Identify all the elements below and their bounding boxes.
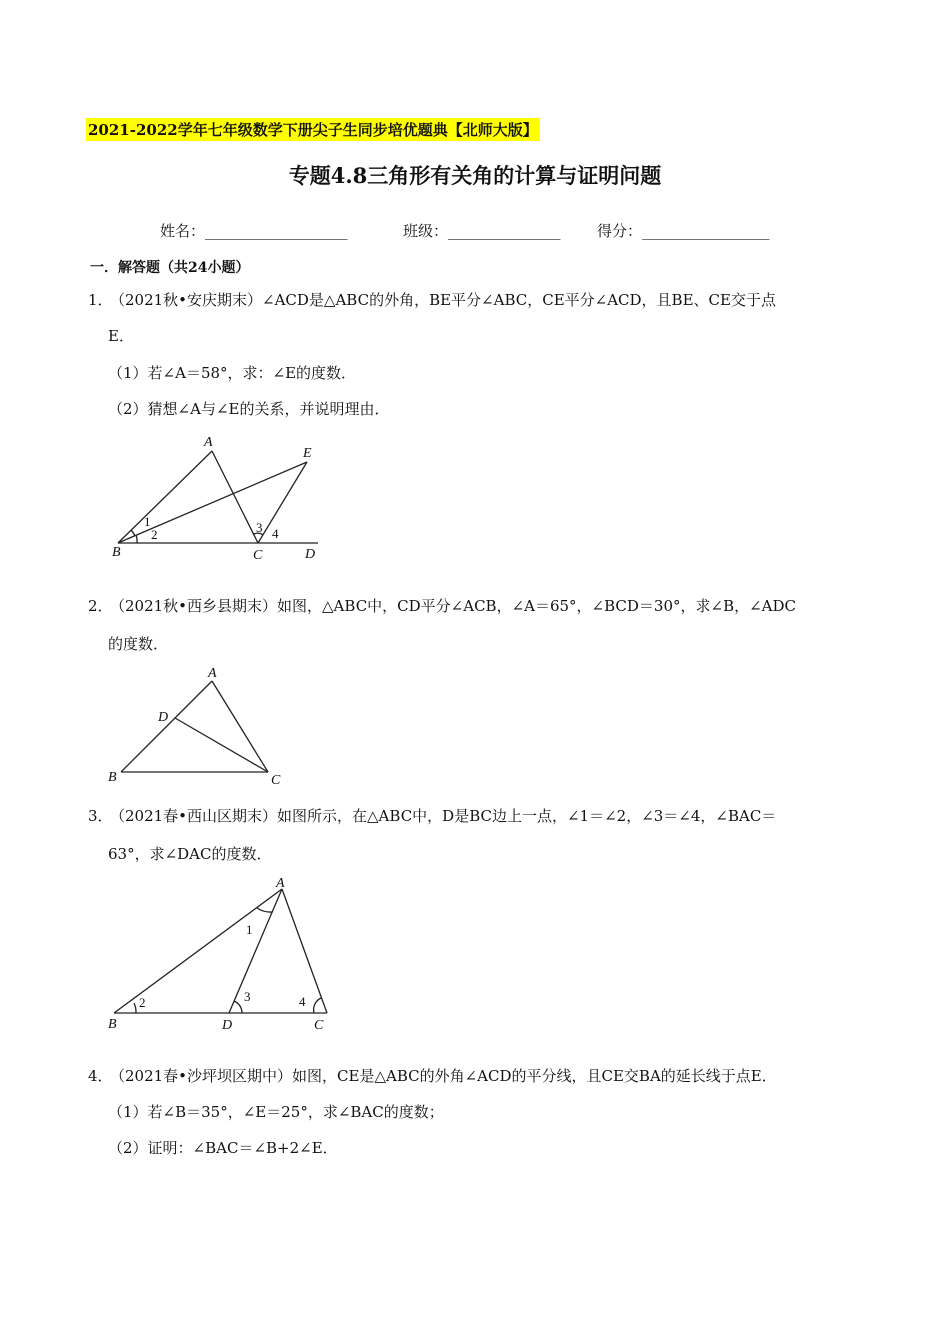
question-2-continuation: 的度数． xyxy=(108,635,169,653)
angle-label-1-3: 1 xyxy=(246,922,253,937)
angle-arc-1-3 xyxy=(257,908,272,912)
question-1-part-2: （2）猜想∠A与∠E的关系，并说明理由． xyxy=(108,400,390,418)
angle-arc-2-3 xyxy=(134,1003,136,1013)
angle-label-4: 4 xyxy=(272,526,279,541)
line-ba-2 xyxy=(121,681,212,772)
angle-label-2-3: 2 xyxy=(139,995,146,1010)
name-field-label: 姓名：___________________ xyxy=(160,222,348,240)
line-be xyxy=(118,462,307,543)
line-ad-3 xyxy=(229,889,282,1013)
line-dc-2 xyxy=(175,718,268,772)
question-4 xyxy=(88,1066,777,1086)
label-c-3: C xyxy=(314,1018,324,1033)
line-ce xyxy=(258,462,307,543)
label-b: B xyxy=(112,545,121,560)
question-1-continuation: E． xyxy=(108,327,134,345)
score-field-label: 得分：_________________ xyxy=(597,222,770,240)
label-b-3: B xyxy=(108,1017,117,1032)
angle-label-3: 3 xyxy=(256,520,263,535)
question-text: （2021秋•安庆期末）∠ACD是△ABC的外角，BE平分∠ABC，CE平分∠ACD，且BE、CE交于点 xyxy=(110,291,776,309)
label-e: E xyxy=(303,446,312,461)
angle-arc-4-3 xyxy=(314,998,321,1013)
angle-arc-2 xyxy=(136,535,137,543)
angle-label-1: 1 xyxy=(144,514,151,529)
page-title: 专题4.8三角形有关角的计算与证明问题 xyxy=(288,163,662,188)
line-ac xyxy=(212,451,258,543)
angle-label-4-3: 4 xyxy=(299,994,306,1009)
series-banner: 2021-2022学年七年级数学下册尖子生同步培优题典【北师大版】 xyxy=(86,118,540,141)
question-number: 1． xyxy=(88,291,113,309)
question-1-part-1: （1）若∠A＝58°，求：∠E的度数． xyxy=(108,364,357,382)
angle-arc-1 xyxy=(131,530,135,536)
section-heading: 一．解答题（共24小题） xyxy=(90,260,250,276)
label-c-2: C xyxy=(271,773,281,788)
question-number: 4． xyxy=(88,1067,113,1085)
line-ba xyxy=(118,451,212,543)
label-c: C xyxy=(253,548,263,563)
label-a-2: A xyxy=(208,666,217,681)
question-text: （2021春•西山区期末）如图所示，在△ABC中，D是BC边上一点，∠1＝∠2，∠3＝∠4，∠BAC＝ xyxy=(110,807,777,825)
question-4-part-2: （2）证明：∠BAC＝∠B+2∠E． xyxy=(108,1139,338,1157)
question-text: （2021春•沙坪坝区期中）如图，CE是△ABC的外角∠ACD的平分线，且CE交BA的延长线于点E． xyxy=(110,1067,777,1085)
angle-label-2: 2 xyxy=(151,527,158,542)
question-text: （2021秋•西乡县期末）如图，△ABC中，CD平分∠ACB，∠A＝65°，∠BCD＝30°，求∠B，∠ADC xyxy=(110,597,797,615)
label-d: D xyxy=(305,547,316,562)
class-field-label: 班级：_______________ xyxy=(403,222,561,240)
angle-arc-3-3 xyxy=(234,1001,242,1013)
question-4-part-1: （1）若∠B＝35°，∠E＝25°，求∠BAC的度数； xyxy=(108,1103,444,1121)
label-d-3: D xyxy=(222,1018,233,1033)
label-a-3: A xyxy=(276,876,285,891)
line-ac-2 xyxy=(212,681,268,772)
question-number: 3． xyxy=(88,807,113,825)
question-3 xyxy=(88,806,776,826)
label-b-2: B xyxy=(108,770,117,785)
label-a: A xyxy=(204,435,213,450)
question-2 xyxy=(88,596,796,616)
angle-label-3-3: 3 xyxy=(244,989,251,1004)
question-number: 2． xyxy=(88,597,113,615)
question-3-continuation: 63°，求∠DAC的度数． xyxy=(108,845,272,863)
label-d-2: D xyxy=(158,710,169,725)
